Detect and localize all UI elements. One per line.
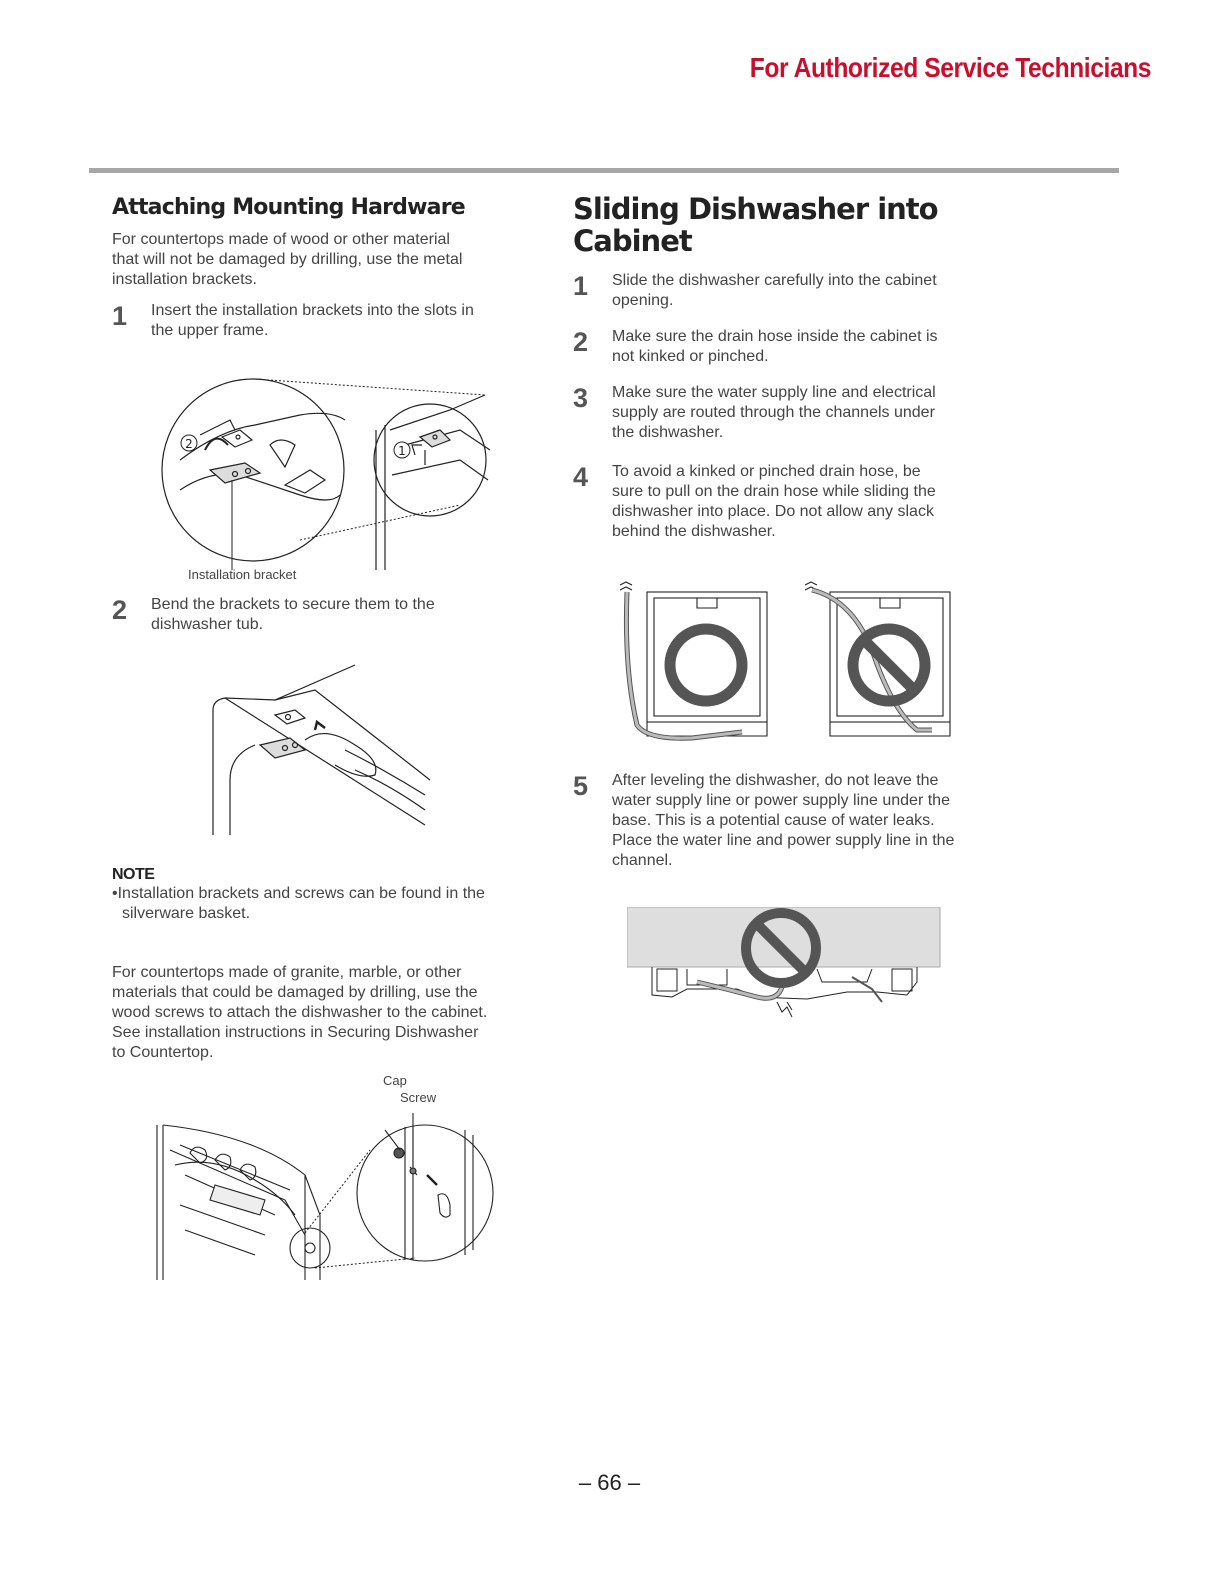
bend-bracket-figure (205, 660, 435, 835)
step-line: channel. (612, 852, 673, 869)
step-number: 2 (573, 327, 589, 357)
step-line: To avoid a kinked or pinched drain hose, be (612, 463, 921, 480)
intro-paragraph (112, 230, 542, 290)
page-header-title: For Authorized Service Technicians (749, 52, 1151, 83)
step-line: the upper frame. (151, 322, 269, 339)
paragraph-line: to Countertop. (112, 1044, 214, 1061)
paragraph-line: materials that could be damaged by drilling, use the (112, 984, 478, 1001)
step-number: 1 (573, 271, 589, 301)
step-line: Place the water line and power supply line in the (612, 832, 955, 849)
correct-circle-icon (670, 629, 742, 701)
note-bullet (112, 884, 552, 924)
step-line: the dishwasher. (612, 424, 724, 441)
paragraph-line: wood screws to attach the dishwasher to the cabinet. (112, 1004, 488, 1021)
drain-hose-routing-figure (612, 580, 957, 742)
heading-line: Cabinet (573, 224, 692, 258)
sliding-step-5 (573, 771, 1052, 871)
step-line: dishwasher into place. Do not allow any slack (612, 503, 934, 520)
step-line: opening. (612, 292, 674, 309)
step-line: water supply line or power supply line under the (612, 792, 950, 809)
step-number: 4 (573, 462, 589, 492)
wood-screw-figure (155, 1105, 495, 1283)
step-number: 3 (573, 383, 589, 413)
sliding-step-2 (573, 327, 1013, 367)
sliding-step-4 (573, 462, 1013, 542)
step-line: Bend the brackets to secure them to the (151, 596, 435, 613)
paragraph-line: See installation instructions in Securing Dishwasher (112, 1024, 479, 1041)
step-line: sure to pull on the drain hose while sliding the (612, 483, 936, 500)
step-line: not kinked or pinched. (612, 348, 769, 365)
step-number: 5 (573, 771, 589, 801)
note-line: silverware basket. (122, 905, 251, 922)
step-line: base. This is a potential cause of water leaks. (612, 812, 935, 829)
cap-label: Cap (383, 1073, 407, 1088)
note-block (112, 866, 552, 924)
section-heading-mounting-hardware: Attaching Mounting Hardware (112, 195, 465, 220)
note-heading: NOTE (112, 866, 155, 883)
screw-label: Screw (400, 1090, 437, 1105)
step-line: behind the dishwasher. (612, 523, 776, 540)
sliding-step-1 (573, 271, 1013, 311)
paragraph-line: For countertops made of granite, marble, or other (112, 964, 462, 981)
section-heading-sliding-dishwasher (573, 193, 1013, 257)
callout-1-label: 1 (398, 444, 406, 458)
note-line: •Installation brackets and screws can be found in the (112, 885, 485, 902)
installation-bracket-figure (160, 375, 495, 570)
right-column (573, 193, 1013, 542)
step-line: Slide the dishwasher carefully into the cabinet (612, 272, 937, 289)
granite-paragraph (112, 963, 552, 1063)
left-column (112, 195, 542, 341)
mounting-step-1 (112, 301, 542, 341)
heading-line: Sliding Dishwasher into (573, 192, 938, 226)
step-line: Make sure the water supply line and electrical (612, 384, 936, 401)
step-line: Make sure the drain hose inside the cabinet is (612, 328, 938, 345)
intro-line: For countertops made of wood or other material (112, 231, 450, 248)
step-line: supply are routed through the channels under (612, 404, 935, 421)
step-line: After leveling the dishwasher, do not leave the (612, 772, 939, 789)
step-number: 1 (112, 301, 128, 331)
installation-bracket-caption: Installation bracket (188, 567, 297, 582)
sliding-step-3 (573, 383, 1013, 443)
supply-line-under-base-figure (627, 907, 941, 1022)
header-divider (89, 168, 1119, 173)
step-number: 2 (112, 595, 128, 625)
step-line: Insert the installation brackets into the slots in (151, 302, 474, 319)
step-line: dishwasher tub. (151, 616, 264, 633)
intro-line: installation brackets. (112, 271, 257, 288)
page-number: – 66 – (578, 1470, 641, 1495)
mounting-step-2 (112, 595, 581, 635)
intro-line: that will not be damaged by drilling, use the metal (112, 251, 463, 268)
callout-2-label: 2 (185, 437, 193, 451)
